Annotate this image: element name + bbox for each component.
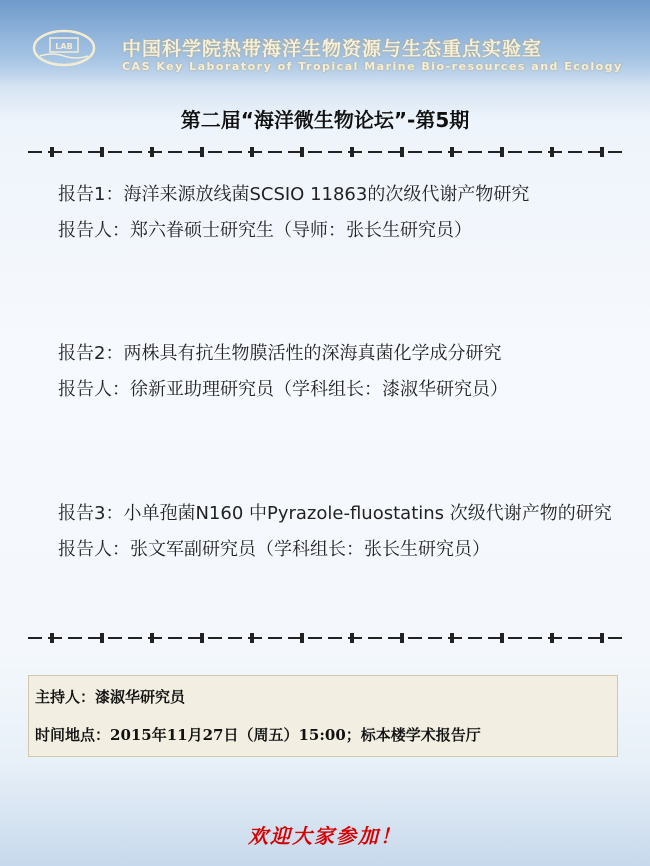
header-banner — [0, 0, 650, 86]
report-3 — [58, 500, 614, 564]
report-1 — [58, 181, 614, 245]
lab-logo — [32, 28, 96, 68]
report-3-title: 报告3：小单孢菌N160 中Pyrazole-fluostatins 次级代谢产物的研究 — [58, 503, 612, 524]
time-place-text: 时间地点：2015年11月27日（周五）15:00；标本楼学术报告厅 — [35, 726, 481, 744]
divider-bottom — [28, 632, 622, 644]
event-info-box — [28, 675, 618, 757]
host-text: 主持人：漆淑华研究员 — [35, 688, 186, 706]
report-1-title: 报告1：海洋来源放线菌SCSIO 11863的次级代谢产物研究 — [58, 184, 530, 205]
report-3-speaker: 报告人：张文军副研究员（学科组长：张长生研究员） — [58, 539, 490, 560]
welcome-text: 欢迎大家参加！ — [248, 824, 402, 848]
logo-text: LAB — [55, 42, 73, 51]
report-1-speaker: 报告人：郑六眷硕士研究生（导师：张长生研究员） — [58, 220, 472, 241]
poster-title: 第二届“海洋微生物论坛”-第5期 — [180, 108, 470, 132]
lab-name-cn: 中国科学院热带海洋生物资源与生态重点实验室 — [122, 38, 543, 60]
report-2-title: 报告2：两株具有抗生物膜活性的深海真菌化学成分研究 — [58, 343, 502, 364]
divider-top — [28, 146, 622, 158]
report-2 — [58, 340, 614, 404]
lab-name-en: CAS Key Laboratory of Tropical Marine Bio-resources and Ecology — [122, 60, 623, 73]
report-2-speaker: 报告人：徐新亚助理研究员（学科组长：漆淑华研究员） — [58, 379, 508, 400]
